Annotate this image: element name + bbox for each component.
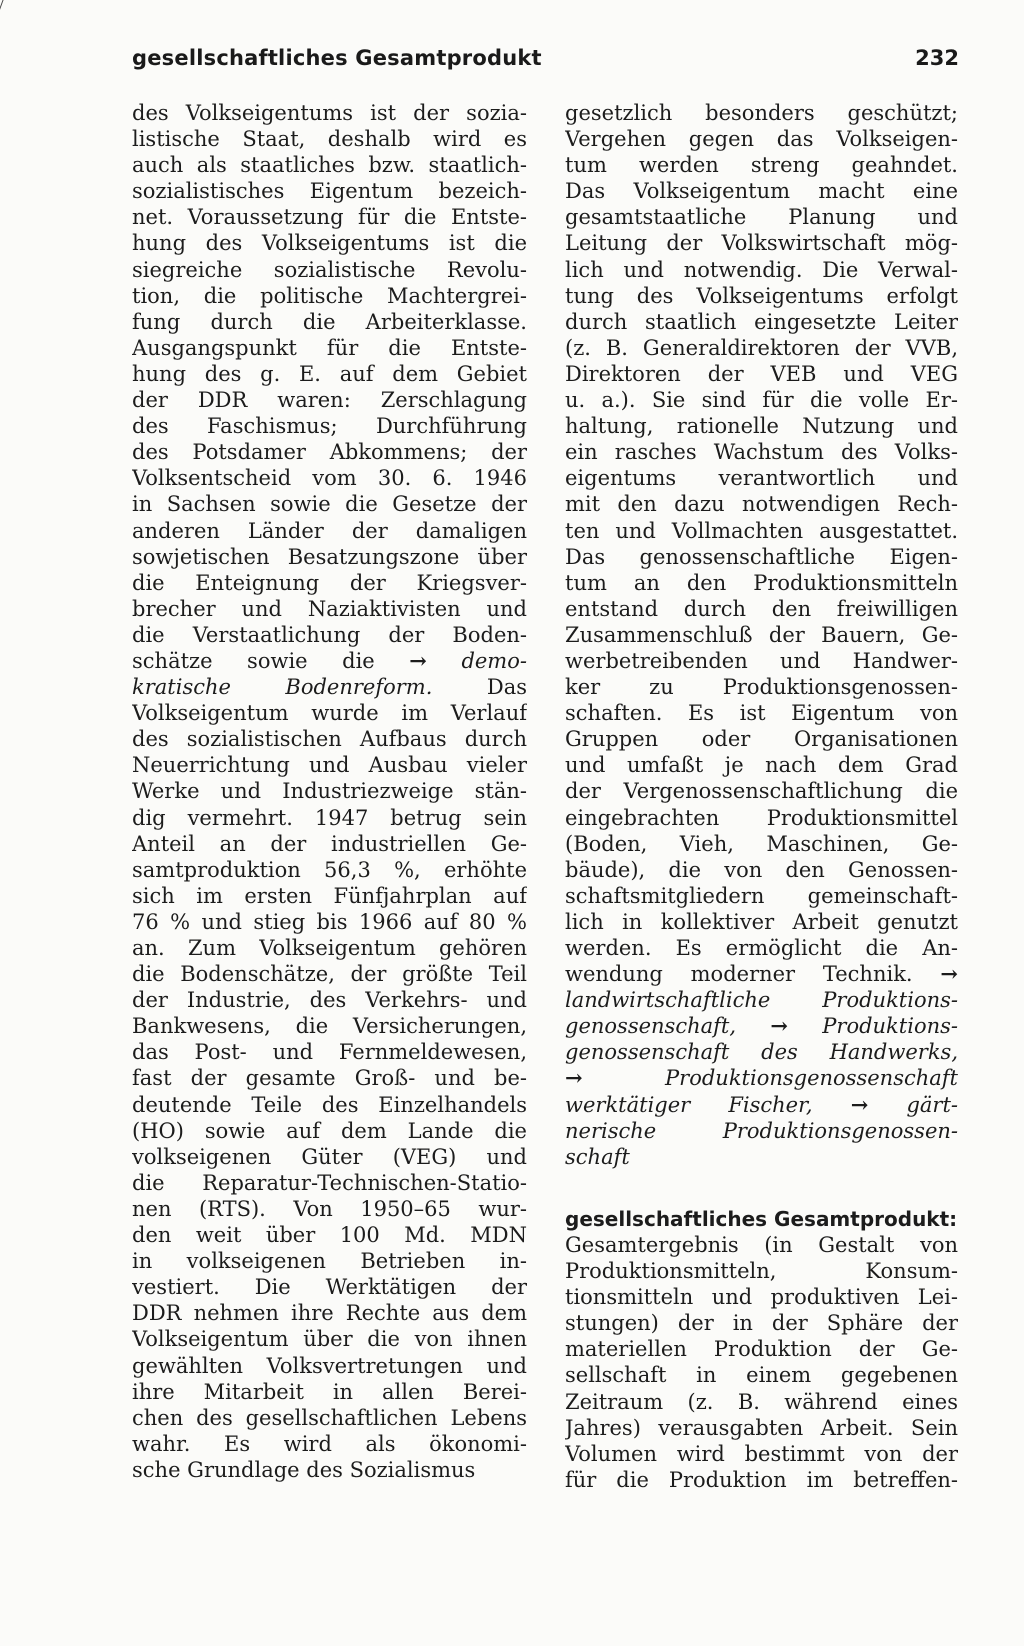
text-line: Zeitraum (z. B. während eines [565,1389,958,1414]
text-line: nen (RTS). Von 1950–65 wur- [132,1196,527,1221]
text-line: Das Volkseigentum macht eine [565,179,958,204]
text-line: lich und notwendig. Die Verwal- [565,257,958,282]
text-line: brecher und Naziaktivisten und [132,596,527,621]
text-line: stungen) der in der Sphäre der [565,1311,958,1336]
text-line: Volkseigentum über die von ihnen [132,1327,527,1352]
text-line: des Volkseigentums ist der sozia- [132,101,527,125]
cross-reference-term: demo- [461,648,527,673]
text-line [565,1118,958,1144]
text-line: deutende Teile des Einzelhandels [132,1092,527,1117]
text-line: wahr. Es wird als ökonomi- [132,1431,527,1456]
text-line [565,1013,958,1039]
text-line [565,1092,958,1118]
text-line: Das genossenschaftliche Eigen- [565,544,958,569]
text-line: eingebrachten Produktionsmittel [565,805,958,830]
text-line: wendung moderner Technik. → [565,961,958,987]
text-line: in Sachsen sowie die Gesetze der [132,492,527,517]
text-line: des sozialistischen Aufbaus durch [132,727,527,752]
text-line: 76 % und stieg bis 1966 auf 80 % [132,909,527,934]
text-line: Volumen wird bestimmt von der [565,1441,958,1466]
text-line: listische Staat, deshalb wird es [132,127,527,152]
text-line [565,1144,958,1170]
text-line: kratische Bodenreform. Das [132,675,527,700]
cross-reference-term: schaft [565,1144,630,1169]
right-column [565,100,958,1493]
cross-reference-arrow-icon: → [770,1013,788,1039]
scan-corner-mark [0,0,12,14]
text-line: der DDR waren: Zerschlagung [132,388,527,413]
text-line: des Faschismus; Durchführung [132,414,527,439]
cross-reference-term: Produktionsgenossenschaft [665,1066,958,1091]
text-line [565,987,958,1013]
text-line [565,1039,958,1065]
cross-reference-arrow-icon: → [409,647,427,673]
text-line: tung des Volkseigentums erfolgt [565,283,958,308]
text-line: das Post- und Fernmeldewesen, [132,1040,527,1065]
text-line: die Reparatur-Technischen-Statio- [132,1170,527,1195]
text-line: Volkseigentum wurde im Verlauf [132,701,527,726]
cross-reference-term: nerische Produktionsgenossen- [565,1118,958,1143]
text-line: chen des gesellschaftlichen Lebens [132,1405,527,1430]
text-line: Werke und Industriezweige stän- [132,779,527,804]
text-line: sich im ersten Fünfjahrplan auf [132,883,527,908]
cross-reference-term: genossenschaft des Handwerks, [565,1040,958,1065]
cross-reference-term: landwirtschaftliche Produktions- [565,988,958,1013]
text-line: durch staatlich eingesetzte Leiter [565,309,958,334]
text-line: gesamtstaatliche Planung und [565,205,958,230]
text-line: schaftsmitgliedern gemeinschaft- [565,883,958,908]
text-line: bäude), die von den Genossen- [565,857,958,882]
text-line: sche Grundlage des Sozialismus [132,1457,476,1482]
text-line: ten und Vollmachten ausgestattet. [565,518,958,543]
text-line: Volksentscheid vom 30. 6. 1946 [132,466,527,491]
text-line: tum an den Produktionsmitteln [565,570,958,595]
page-number: 232 [915,46,959,70]
text-line: net. Voraussetzung für die Entste- [132,205,527,230]
text-line: der Industrie, des Verkehrs- und [132,988,527,1013]
text-line: Bankwesens, die Versicherungen, [132,1014,527,1039]
text-line: (HO) sowie auf dem Lande die [132,1118,527,1143]
text-line: schaften. Es ist Eigentum von [565,701,958,726]
left-column [132,100,527,1483]
text-line: dig vermehrt. 1947 betrug sein [132,805,527,830]
text-line: Gesamtergebnis (in Gestalt von [565,1232,958,1257]
text-line: Neuerrichtung und Ausbau vieler [132,753,527,778]
text-line: Jahres) verausgabten Arbeit. Sein [565,1415,958,1440]
text-line: sowjetischen Besatzungszone über [132,544,527,569]
text-line: fung durch die Arbeiterklasse. [132,309,527,334]
text-line: Ausgangspunkt für die Entste- [132,335,527,360]
text-line: tionsmitteln und produktiven Lei- [565,1285,958,1310]
text-line: Direktoren der VEB und VEG [565,361,958,386]
text-line: u. a.). Sie sind für die volle Er- [565,388,958,413]
text-line: volkseigenen Güter (VEG) und [132,1144,527,1169]
text-line: gewählten Volksvertretungen und [132,1353,527,1378]
cross-reference-arrow-icon: → [850,1091,869,1117]
text-line: anderen Länder der damaligen [132,518,527,543]
text-line: tum werden streng geahndet. [565,153,958,178]
text-line: Leitung der Volkswirtschaft mög- [565,231,958,256]
text-line: vestiert. Die Werktätigen der [132,1275,527,1300]
entry-spacer [565,1170,958,1206]
text-line: fast der gesamte Groß- und be- [132,1066,527,1091]
text-line: den weit über 100 Md. MDN [132,1223,527,1248]
running-head: gesellschaftliches Gesamtprodukt [132,46,542,70]
text-line: siegreiche sozialistische Revolu- [132,257,527,282]
cross-reference-term: Produktions- [822,1014,958,1039]
text-line: die Bodenschätze, der größte Teil [132,962,527,987]
text-line: Produktionsmitteln, Konsum- [565,1259,958,1284]
text-line: gesetzlich besonders geschützt; [565,101,958,125]
text-line: der Vergenossenschaftlichung die [565,779,958,804]
text-line: und umfaßt je nach dem Grad [565,753,958,778]
text-line: ein rasches Wachstum des Volks- [565,440,958,465]
text-line: an. Zum Volkseigentum gehören [132,936,527,960]
text-line: samtproduktion 56,3 %, erhöhte [132,857,527,882]
text-line: sozialistisches Eigentum bezeich- [132,179,527,204]
text-line: Gruppen oder Organisationen [565,727,958,752]
text-line: tion, die politische Machtergrei- [132,283,527,308]
text-line: Vergehen gegen das Volkseigen- [565,127,958,152]
entry-lemma-line [565,1206,958,1232]
text-line: hung des Volkseigentums ist die [132,231,527,256]
cross-reference-term: gärt- [906,1092,958,1117]
text-line [565,1065,958,1091]
text-line: Zusammenschluß der Bauern, Ge- [565,622,958,647]
text-line: haltung, rationelle Nutzung und [565,414,958,439]
text-line: die Verstaatlichung der Boden- [132,622,527,647]
text-line: lich in kollektiver Arbeit genutzt [565,909,958,934]
cross-reference-arrow-icon: → [565,1065,666,1091]
text-line: ker zu Produktionsgenossen- [565,675,958,700]
text-line: werbetreibenden und Handwer- [565,648,958,673]
text-line: sellschaft in einem gegebenen [565,1363,958,1388]
text-line: in volkseigenen Betrieben in- [132,1249,527,1274]
text-line: schätze sowie die → demo- [132,647,527,673]
text-line: für die Produktion im betreffen- [565,1467,958,1492]
entry-lemma: gesellschaftliches Gesamtprodukt: [565,1206,958,1231]
text-line: (Boden, Vieh, Maschinen, Ge- [565,831,958,856]
text-line: des Potsdamer Abkommens; der [132,440,527,465]
cross-reference-term: genossenschaft, [565,1014,737,1039]
text-line: werden. Es ermöglicht die An- [565,936,958,960]
text-line: materiellen Produktion der Ge- [565,1337,958,1362]
text-line: DDR nehmen ihre Rechte aus dem [132,1301,527,1326]
text-line: hung des g. E. auf dem Gebiet [132,361,527,386]
text-line: auch als staatliches bzw. staatlich- [132,153,527,178]
text-line: mit den dazu notwendigen Rech- [565,492,958,517]
cross-reference-term: werktätiger Fischer, [565,1092,813,1117]
text-line: Anteil an der industriellen Ge- [132,831,527,856]
text-line: die Enteignung der Kriegsver- [132,570,527,595]
text-line: (z. B. Generaldirektoren der VVB, [565,335,958,360]
text-line: eigentums verantwortlich und [565,466,958,491]
text-line: ihre Mitarbeit in allen Berei- [132,1379,527,1404]
cross-reference-term: kratische Bodenreform. [132,675,433,700]
cross-reference-arrow-icon: → [940,961,958,987]
text-line: entstand durch den freiwilligen [565,596,958,621]
